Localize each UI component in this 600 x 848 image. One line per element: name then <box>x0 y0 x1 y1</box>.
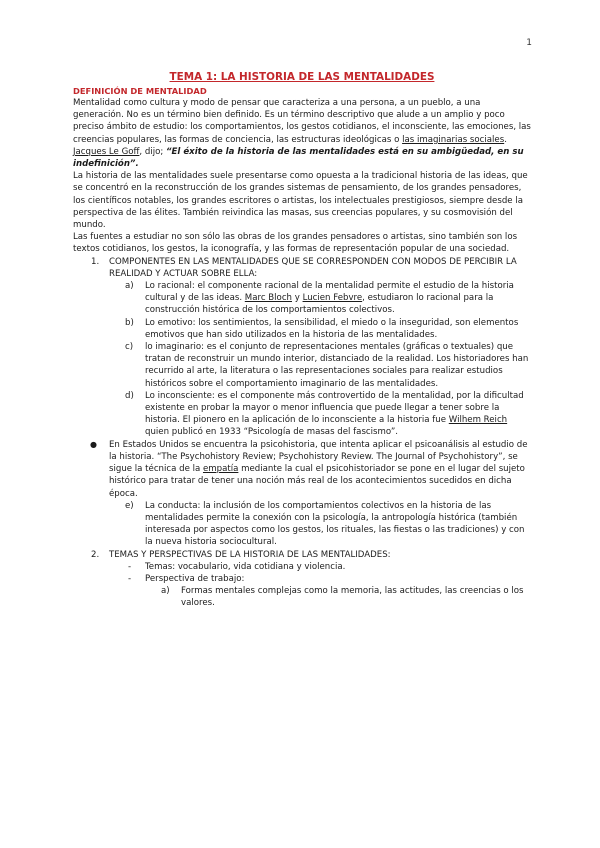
sub-text: Lo emotivo: los sentimientos, la sensibilidad, el miedo o la inseguridad, son elementos emotivos que han sido utilizados en la historia de las mentalidades. <box>145 317 519 340</box>
marc-bloch-link[interactable]: Marc Bloch <box>244 293 292 304</box>
dash-text: Perspectiva de trabajo: <box>145 573 245 584</box>
sub-marker: c) <box>125 342 134 353</box>
list-item-text: TEMAS Y PERSPECTIVAS DE LA HISTORIA DE LAS MENTALIDADES: <box>109 549 391 560</box>
le-goff-link[interactable]: Jacques Le Goff <box>73 146 140 157</box>
dash-item-temas <box>73 561 531 573</box>
quote-paragraph <box>73 146 531 170</box>
quote-intro: , dijo; <box>139 146 167 157</box>
dash-text: Temas: vocabulario, vida cotidiana y violencia. <box>145 561 346 572</box>
page-number: 1 <box>526 38 532 48</box>
bullet-text-end: mediante la cual el psicohistoriador se pone en el lugar del sujeto histórico para tratar de tener una noción más real de los acontecimientos sucedidos en dicha época. <box>109 464 525 499</box>
wilhem-reich-link[interactable]: Wilhem Reich <box>448 415 508 426</box>
bullet-psicohistoria <box>73 439 531 500</box>
sub-text: Lo inconsciente: es el componente más controvertido de la mentalidad, por la dificultad existente en probar la mayor o menor influencia que puede llegar a tener sobre la historia. El pionero en la aplicación de lo inconsciente a la historia fue <box>145 390 524 426</box>
sub-marker: b) <box>125 317 134 328</box>
list-marker: 2. <box>91 549 100 560</box>
sub-text: La conducta: la inclusión de los comportamientos colectivos en la historia de las mentalidades permite la conexión con la psicología, la antropología histórica (también interesada por aspectos como los gestos, los rituales, las fiestas o las tradiciones) y con la nueva historia sociocultural. <box>145 500 525 548</box>
sub-marker: d) <box>125 390 134 401</box>
sub-text: lo imaginario: es el conjunto de representaciones mentales (gráficas o textuales) que tratan de reconstruir un mundo interior, distanciado de la realidad. Los historiadores han recurrido al arte, la literatura o las representaciones sociales para realizar estudios históricos sobre el comportamiento imaginario de las mentalidades. <box>145 342 529 389</box>
lucien-febvre-link[interactable]: Lucien Febvre <box>302 293 363 304</box>
sub-text-end: , estudiaron lo racional para la construcción histórica de los comportamientos colectivos. <box>145 293 494 316</box>
dash-marker: - <box>128 561 132 572</box>
sub-text: Formas mentales complejas como la memoria, las actitudes, las creencias o los valores. <box>181 586 524 609</box>
sub-item-racional <box>73 280 531 317</box>
history-paragraph: La historia de las mentalidades suele presentarse como opuesta a la tradicional historia de las ideas, que se concentró en la reconstrucción de los grandes sistemas de pensamiento, de los grandes pensadores, los científicos notables, los grandes escritores o artistas, los intelectuales prestigiosos, siempre desde la perspectiva de las élites. También reivindica las masas, sus creencias populares, y su cosmovisión del mundo. <box>73 171 528 231</box>
quote-end: . <box>135 159 139 170</box>
empatia-link[interactable]: empatía <box>202 464 239 475</box>
definition-text: Mentalidad como cultura y modo de pensar que caracteriza a una persona, a un pueblo, a una generación. No es un término bien definido. Es un término descriptivo que alude a un amplio y poco preciso ámbito de estudio: los comportamientos, los gestos cotidianos, el inconsciente, las emociones, las creencias populares, las formas de conciencia, las estructuras ideológicas o <box>73 98 531 145</box>
definition-paragraph <box>73 97 531 146</box>
sub-text: Lo racional: el componente racional de la mentalidad permite el estudio de la historia cultural y de las ideas. <box>145 281 514 304</box>
sub-text-and: y <box>292 293 303 304</box>
bullet-text: En Estados Unidos se encuentra la psicohistoria, que intenta aplicar el psicoanálisis al estudio de la historia. “The Psychohistory Review; Psychohistory Review. The Journal of Psychohistory”, se sigue la técnica de la <box>109 439 528 475</box>
sub-item-emotivo <box>73 317 531 341</box>
le-goff-quote: “El éxito de la historia de las mentalidades está en su ambigüedad, en su indefinición” <box>73 146 524 170</box>
dash-marker: - <box>128 573 132 584</box>
definition-end: . <box>504 134 507 145</box>
bullet-icon: ● <box>90 439 97 449</box>
list-marker: 1. <box>91 256 100 267</box>
sub-item-formas-mentales <box>73 585 531 609</box>
sub-item-conducta <box>73 500 531 549</box>
list-item-components <box>73 256 531 280</box>
sources-paragraph: Las fuentes a estudiar no son sólo las obras de los grandes pensadores o artistas, sino también son los textos cotidianos, los gestos, la iconografía, y las formas de representación popular de una sociedad. <box>73 232 518 255</box>
document-title: TEMA 1: LA HISTORIA DE LAS MENTALIDADES <box>169 71 435 83</box>
sub-marker: a) <box>161 586 170 597</box>
section-heading: DEFINICIÓN DE MENTALIDAD <box>73 86 207 96</box>
list-item-temas <box>73 549 531 561</box>
sub-marker: a) <box>125 281 134 292</box>
imaginarias-sociales-link[interactable]: las imaginarias sociales <box>402 134 505 145</box>
list-item-text: COMPONENTES EN LAS MENTALIDADES QUE SE CORRESPONDEN CON MODOS DE PERCIBIR LA REALIDAD Y ACTUAR SOBRE ELLA: <box>109 256 517 279</box>
sub-item-imaginario <box>73 341 531 390</box>
sub-item-inconsciente <box>73 390 531 439</box>
document-body <box>73 71 531 610</box>
sub-text-end: quien publicó en 1933 “Psicología de masas del fascismo”. <box>145 427 399 438</box>
sub-marker: e) <box>125 500 134 511</box>
dash-item-perspectiva <box>73 573 531 585</box>
